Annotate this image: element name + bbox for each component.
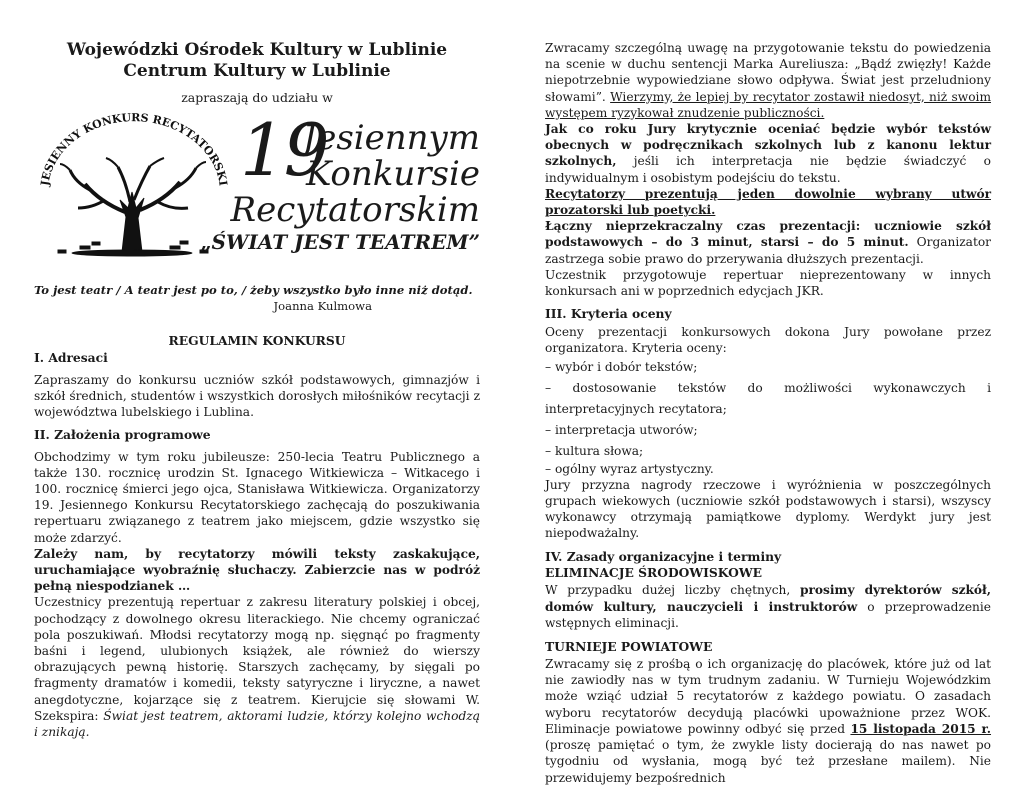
- elimination-text: [545, 582, 991, 631]
- section-3-text: Oceny prezentacji konkursowych dokona Jury powołane przez organizatora. Kryteria oceny:: [545, 325, 991, 356]
- elimination-heading: ELIMINACJE ŚRODOWISKOWE: [545, 565, 763, 581]
- section-3-heading: III. Kryteria oceny: [545, 306, 672, 322]
- contest-motto: „ŚWIAT JEST TEATREM”: [200, 230, 480, 254]
- title-word-1: Jesiennym: [302, 118, 480, 158]
- elimination-text-a: W przypadku dużej liczby chętnych,: [545, 583, 791, 598]
- time-limit-bold: Łączny nieprzekraczalny czas prezentacji: uczniowie szkół podstawowych – do 3 minut, starsi – do 5 minut.: [545, 219, 991, 250]
- epigraph-text: To jest teatr / A teatr jest po to, / żeby wszystko było inne niż dotąd.: [34, 283, 473, 297]
- criterion-item: – ogólny wyraz artystyczny.: [545, 461, 714, 476]
- county-tournaments-heading: TURNIEJE POWIATOWE: [545, 639, 713, 655]
- left-column: [34, 333, 480, 740]
- right-para-2: [545, 121, 991, 186]
- organizer-1: Wojewódzki Ośrodek Kultury w Lublinie: [66, 40, 448, 60]
- criteria-list: [545, 357, 991, 477]
- elimination-text-bold: prosimy dyrektorów szkół, domów kultury, nauczycieli i instruktorów: [545, 583, 991, 614]
- organizers-heading: [34, 40, 480, 82]
- section-2-text-2: [34, 594, 480, 740]
- right-column: [545, 40, 991, 786]
- section-3-awards: Jury przyzna nagrody rzeczowe i wyróżnienia w poszczególnych grupach wiekowych (uczniowie szkół podstawowych i starsi), wszyscy wykonawcy otrzymają pamiątkowe dyplomy. Werdykt jury jest niepodważalny.: [545, 477, 991, 541]
- contest-title: [231, 120, 480, 228]
- section-2-bold-text: Zależy nam, by recytatorzy mówili teksty zaskakujące, uruchamiające wyobraźnię słuchaczy. Zabierzcie nas w podróż pełną niespodzianek …: [34, 546, 480, 594]
- criterion-item: – interpretacja utworów;: [545, 422, 698, 437]
- county-text-b: (proszę pamiętać o tym, że zwykle listy docierają do nas nawet po tygodniu od wysłania, mogą być też przesłane mailem). Nie przewidujemy bezpośrednich: [545, 738, 991, 785]
- invite-text: zapraszają do udziału w: [181, 90, 333, 105]
- organizer-2: Centrum Kultury w Lublinie: [123, 61, 391, 81]
- right-para-1: [545, 40, 991, 121]
- shakespeare-quote: Świat jest teatrem, aktorami ludzie, którzy kolejno wchodzą i znikają.: [34, 708, 480, 740]
- title-word-2: Konkursie: [305, 154, 480, 194]
- logo-arc-text: JESIENNY KONKURS RECYTATORSKI: [38, 112, 230, 187]
- county-tournaments-text: [545, 656, 991, 786]
- section-2-heading: II. Założenia programowe: [34, 426, 211, 442]
- svg-text:JESIENNY KONKURS RECYTATORSKI: [38, 112, 229, 188]
- section-2-text-2-body: Uczestnicy prezentują repertuar z zakresu literatury polskiej i obcej, pochodzący z dowolnego okresu literackiego. Nie chcemy ograniczać pola poszukiwań. Młodsi recytatorzy mogą np. sięgnąć po fragmenty baśni i legend, ulubionych książek, ale również do wierszy obrazujących pewną historię. Starszych zachęcamy, by sięgali po fragmenty dramatów i komedii, teksty satyryczne i liryczne, a nawet anegdotyczne, kojarzące się z teatrem. Kierujcie się słowami W. Szekspira:: [34, 595, 480, 723]
- county-text-a: Zwracamy się z prośbą o ich organizację do placówek, które już od lat nie zawiodły nas w tym trudnym zadaniu. W Turnieju Wojewódzkim może wziąć udział 5 recytatorów z każdego powiatu. O zasadach wyboru recytatorów decydują placówki upoważnione przez WOK. Eliminacje powiatowe powinny odbyć się przed: [545, 657, 991, 736]
- section-4-heading: IV. Zasady organizacyjne i terminy: [545, 549, 782, 565]
- right-para-5: Uczestnik przygotowuje repertuar nieprezentowany w innych konkursach ani w poprzednich edycjach JKR.: [545, 267, 991, 299]
- epigraph-author: Joanna Kulmowa: [273, 299, 372, 313]
- right-para-2-bold: Jak co roku Jury krytycznie oceniać będzie wybór tekstów obecnych w podręcznikach szkolnych lub z kanonu lektur szkolnych,: [545, 122, 991, 169]
- right-para-1-text: Zwracamy szczególną uwagę na przygotowanie tekstu do powiedzenia na scenie w duchu sentencji Marka Aureliusza: „Bądź zwięzły! Każde niepotrzebnie wypowiedziane słowo odpływa. Świat jest przeludniony słowami”.: [545, 41, 991, 104]
- right-para-4: [545, 218, 991, 267]
- criterion-item: – kultura słowa;: [545, 443, 644, 458]
- criterion-item: – wybór i dobór tekstów;: [545, 359, 698, 374]
- right-para-3: Recytatorzy prezentują jeden dowolnie wybrany utwór prozatorski lub poetycki.: [545, 186, 991, 218]
- section-1-text: Zapraszamy do konkursu uczniów szkół podstawowych, gimnazjów i szkół średnich, studentów i wszystkich dorosłych miłośników recytacji z województwa lubelskiego i Lublina.: [34, 373, 480, 420]
- time-limit-text: Organizator zastrzega sobie prawo do przerywania dłuższych prezentacji.: [545, 235, 992, 266]
- section-1-heading: I. Adresaci: [34, 350, 108, 365]
- title-word-3: Recytatorskim: [230, 190, 480, 230]
- right-para-1-underlined: Wierzymy, że lepiej by recytator zostawił niedosyt, niż swoim występem ryzykował znudzenie publiczności.: [545, 89, 991, 120]
- elimination-text-c: o przeprowadzenie wstępnych eliminacji.: [545, 599, 992, 630]
- right-para-2-text: jeśli ich interpretacja nie będzie świadczyć o indywidualnym i osobistym podejściu do tekstu.: [545, 154, 992, 185]
- criterion-item: – dostosowanie tekstów do możliwości wykonawczych i interpretacyjnych recytatora;: [545, 380, 991, 416]
- deadline-date: 15 listopada 2015 r.: [850, 721, 992, 736]
- epigraph: [34, 282, 480, 314]
- regulations-title: REGULAMIN KONKURSU: [168, 333, 346, 348]
- edition-number: 19: [240, 108, 328, 192]
- section-2-text-1: Obchodzimy w tym roku jubileusze: 250-lecia Teatru Publicznego a także 130. rocznicę urodzin St. Ignacego Witkiewicza – Witkacego i 100. rocznicę śmierci jego ojca, Stanisława Witkiewicza. Organizatorzy 19. Jesiennego Konkursu Recytatorskiego zachęcają do poszukiwania repertuaru związanego z teatrem jako miejscem, gdzie wszystko się może zdarzyć.: [34, 449, 480, 545]
